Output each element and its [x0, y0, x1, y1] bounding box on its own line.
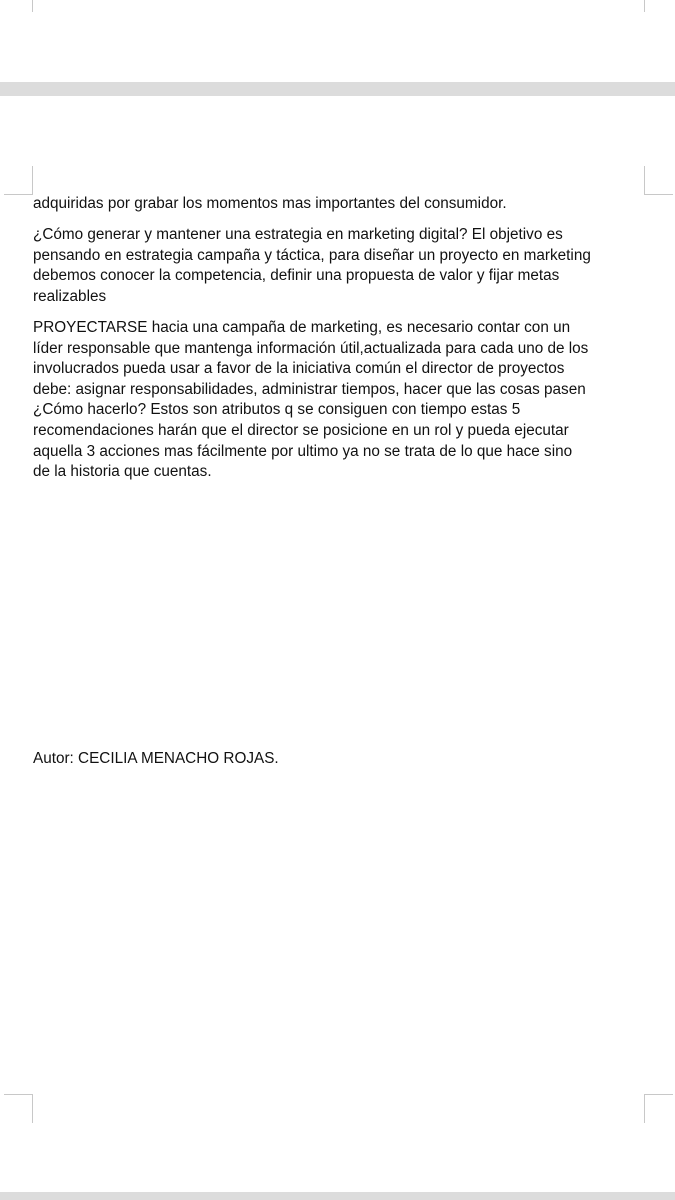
crop-mark-bottom-left [4, 0, 33, 12]
crop-mark-top-left [4, 166, 33, 195]
author-line: Autor: CECILIA MENACHO ROJAS. [33, 750, 279, 767]
paragraph-project: PROYECTARSE hacia una campaña de marketing, es necesario contar con un líder responsable que mantenga información útil,actualizada para cada uno de los involucrados pueda usar a favor de la iniciativa común el director de proyectos debe: asignar responsabilidades, administrar tiempos, hacer que las cosas pasen ¿Cómo hacerlo? Estos son atributos q se consiguen con tiempo estas 5 recomendaciones harán que el director se posicione en un rol y pueda ejecutar aquella 3 acciones mas fácilmente por ultimo ya no se trata de lo que hace sino de la historia que cuentas. [33, 318, 589, 481]
paragraph-strategy: ¿Cómo generar y mantener una estrategia en marketing digital? El objetivo es pensando en estrategia campaña y táctica, para diseñar un proyecto en marketing debemos conocer la competencia, definir una propuesta de valor y fijar metas realizables [33, 226, 591, 305]
previous-page [0, 0, 675, 82]
crop-mark-top-right [644, 166, 673, 195]
crop-mark-bottom-right [644, 1094, 673, 1123]
document-page [0, 96, 675, 1192]
document-body [33, 194, 645, 493]
paragraph-continuation: adquiridas por grabar los momentos mas importantes del consumidor. [33, 195, 507, 212]
crop-mark-bottom-right [644, 0, 673, 12]
crop-mark-bottom-left [4, 1094, 33, 1123]
